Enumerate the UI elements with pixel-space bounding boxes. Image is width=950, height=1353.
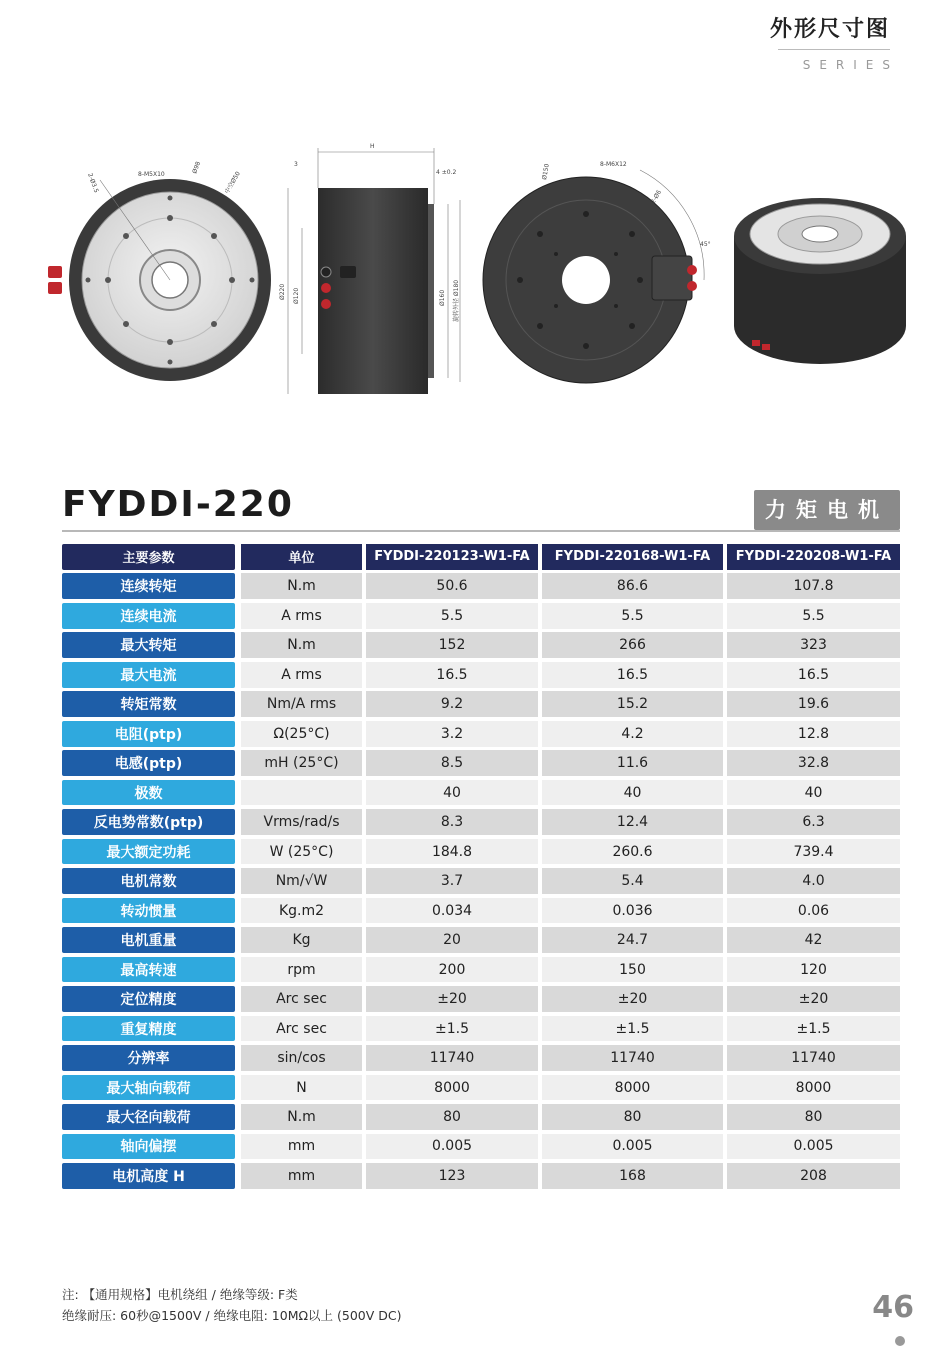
spec-table xyxy=(62,544,900,1193)
value-cell-model-1: 184.8 xyxy=(366,839,538,865)
param-cell: 重复精度 xyxy=(62,1016,235,1042)
unit-cell: Nm/√W xyxy=(241,868,362,894)
value-cell-model-2: 8000 xyxy=(542,1075,723,1101)
value-cell-model-1: 3.7 xyxy=(366,868,538,894)
value-cell-model-1: 200 xyxy=(366,957,538,983)
back-label-angle: 45° xyxy=(700,241,711,248)
value-cell-model-3: 0.06 xyxy=(727,898,900,924)
page-marker-icon xyxy=(895,1336,905,1346)
unit-cell: rpm xyxy=(241,957,362,983)
table-row xyxy=(62,1045,900,1071)
param-cell: 反电势常数(ptp) xyxy=(62,809,235,835)
param-cell: 最高转速 xyxy=(62,957,235,983)
table-row xyxy=(62,603,900,629)
unit-cell: Arc sec xyxy=(241,986,362,1012)
value-cell-model-3: 739.4 xyxy=(727,839,900,865)
value-cell-model-1: 0.034 xyxy=(366,898,538,924)
page-number: 46 xyxy=(872,1290,914,1325)
unit-cell: A rms xyxy=(241,662,362,688)
table-row xyxy=(62,986,900,1012)
value-cell-model-1: 0.005 xyxy=(366,1134,538,1160)
header-param: 主要参数 xyxy=(62,544,235,570)
value-cell-model-3: 208 xyxy=(727,1163,900,1189)
value-cell-model-2: 12.4 xyxy=(542,809,723,835)
value-cell-model-2: 5.5 xyxy=(542,603,723,629)
param-cell: 连续电流 xyxy=(62,603,235,629)
table-row xyxy=(62,1163,900,1189)
side-label-rotation-dia: 旋转外径 Ø180 xyxy=(453,279,460,322)
param-cell: 最大径向载荷 xyxy=(62,1104,235,1130)
table-row xyxy=(62,898,900,924)
table-row xyxy=(62,691,900,717)
header-unit: 单位 xyxy=(241,544,362,570)
value-cell-model-2: 16.5 xyxy=(542,662,723,688)
section-header xyxy=(760,12,899,72)
side-label-step: 3 xyxy=(294,161,298,168)
value-cell-model-2: ±1.5 xyxy=(542,1016,723,1042)
value-cell-model-2: 86.6 xyxy=(542,573,723,599)
value-cell-model-1: 11740 xyxy=(366,1045,538,1071)
value-cell-model-2: 5.4 xyxy=(542,868,723,894)
table-row xyxy=(62,957,900,983)
table-row xyxy=(62,1016,900,1042)
value-cell-model-1: 123 xyxy=(366,1163,538,1189)
note-line-1: 注: 【通用规格】电机绕组 / 绝缘等级: F类 xyxy=(62,1287,298,1302)
side-view xyxy=(279,143,460,394)
param-cell: 最大额定功耗 xyxy=(62,839,235,865)
value-cell-model-2: 150 xyxy=(542,957,723,983)
section-title: 外形尺寸图 xyxy=(769,17,890,42)
side-label-flange-dia: Ø160 xyxy=(439,289,446,306)
table-row xyxy=(62,839,900,865)
unit-cell: N.m xyxy=(241,573,362,599)
perspective-view xyxy=(734,198,906,364)
param-cell: 定位精度 xyxy=(62,986,235,1012)
value-cell-model-2: 266 xyxy=(542,632,723,658)
back-label-pcd: Ø150 xyxy=(541,163,551,181)
front-view xyxy=(48,161,271,381)
param-cell: 轴向偏摆 xyxy=(62,1134,235,1160)
value-cell-model-1: 50.6 xyxy=(366,573,538,599)
value-cell-model-3: 107.8 xyxy=(727,573,900,599)
heading-rule xyxy=(62,530,900,532)
unit-cell: N.m xyxy=(241,1104,362,1130)
dimension-drawings xyxy=(40,130,910,410)
value-cell-model-3: 5.5 xyxy=(727,603,900,629)
front-label-pcd: Ø98 xyxy=(191,160,203,175)
value-cell-model-1: 3.2 xyxy=(366,721,538,747)
unit-cell: Ω(25°C) xyxy=(241,721,362,747)
param-cell: 电感(ptp) xyxy=(62,750,235,776)
value-cell-model-2: 11740 xyxy=(542,1045,723,1071)
value-cell-model-3: 40 xyxy=(727,780,900,806)
unit-cell: Vrms/rad/s xyxy=(241,809,362,835)
param-cell: 最大转矩 xyxy=(62,632,235,658)
param-cell: 电机重量 xyxy=(62,927,235,953)
unit-cell: W (25°C) xyxy=(241,839,362,865)
value-cell-model-2: 168 xyxy=(542,1163,723,1189)
unit-cell: Arc sec xyxy=(241,1016,362,1042)
unit-cell: N.m xyxy=(241,632,362,658)
unit-cell xyxy=(241,780,362,806)
value-cell-model-3: 80 xyxy=(727,1104,900,1130)
header-model-2: FYDDI-220168-W1-FA xyxy=(542,544,723,570)
value-cell-model-1: 5.5 xyxy=(366,603,538,629)
value-cell-model-3: 16.5 xyxy=(727,662,900,688)
unit-cell: Kg xyxy=(241,927,362,953)
table-row xyxy=(62,927,900,953)
table-row xyxy=(62,1104,900,1130)
value-cell-model-2: 0.005 xyxy=(542,1134,723,1160)
value-cell-model-3: 11740 xyxy=(727,1045,900,1071)
value-cell-model-3: 32.8 xyxy=(727,750,900,776)
table-row xyxy=(62,809,900,835)
value-cell-model-2: 260.6 xyxy=(542,839,723,865)
back-label-pin: 2-Ø6 xyxy=(649,188,663,205)
value-cell-model-2: 24.7 xyxy=(542,927,723,953)
value-cell-model-3: ±1.5 xyxy=(727,1016,900,1042)
unit-cell: mm xyxy=(241,1163,362,1189)
value-cell-model-3: 120 xyxy=(727,957,900,983)
back-label-holes: 8-M6X12 xyxy=(600,161,627,168)
note-line-2: 绝缘耐压: 60秒@1500V / 绝缘电阻: 10MΩ以上 (500V DC) xyxy=(62,1308,402,1323)
header-model-3: FYDDI-220208-W1-FA xyxy=(727,544,900,570)
param-cell: 转动惯量 xyxy=(62,898,235,924)
value-cell-model-2: 40 xyxy=(542,780,723,806)
table-row xyxy=(62,868,900,894)
unit-cell: A rms xyxy=(241,603,362,629)
value-cell-model-1: 40 xyxy=(366,780,538,806)
value-cell-model-2: 0.036 xyxy=(542,898,723,924)
value-cell-model-3: 4.0 xyxy=(727,868,900,894)
table-row xyxy=(62,1075,900,1101)
value-cell-model-2: 80 xyxy=(542,1104,723,1130)
value-cell-model-1: 80 xyxy=(366,1104,538,1130)
value-cell-model-1: 152 xyxy=(366,632,538,658)
value-cell-model-2: ±20 xyxy=(542,986,723,1012)
section-subtitle: SERIES xyxy=(802,58,899,72)
table-row xyxy=(62,1134,900,1160)
side-label-outer-dia: Ø220 xyxy=(279,283,286,300)
unit-cell: mm xyxy=(241,1134,362,1160)
value-cell-model-1: ±1.5 xyxy=(366,1016,538,1042)
model-name: FYDDI-220 xyxy=(62,484,294,525)
param-cell: 最大电流 xyxy=(62,662,235,688)
param-cell: 转矩常数 xyxy=(62,691,235,717)
value-cell-model-3: 323 xyxy=(727,632,900,658)
param-cell: 电机常数 xyxy=(62,868,235,894)
table-row xyxy=(62,780,900,806)
unit-cell: mH (25°C) xyxy=(241,750,362,776)
param-cell: 极数 xyxy=(62,780,235,806)
front-label-pin: 2-Ø3.5 xyxy=(86,172,100,194)
category-badge: 力矩电机 xyxy=(754,490,900,530)
footnotes xyxy=(62,1284,402,1326)
value-cell-model-3: 12.8 xyxy=(727,721,900,747)
param-cell: 分辨率 xyxy=(62,1045,235,1071)
value-cell-model-1: 8.3 xyxy=(366,809,538,835)
param-cell: 电阻(ptp) xyxy=(62,721,235,747)
value-cell-model-2: 11.6 xyxy=(542,750,723,776)
table-row xyxy=(62,662,900,688)
value-cell-model-1: 16.5 xyxy=(366,662,538,688)
table-row xyxy=(62,573,900,599)
value-cell-model-3: 0.005 xyxy=(727,1134,900,1160)
value-cell-model-3: 6.3 xyxy=(727,809,900,835)
value-cell-model-1: 8.5 xyxy=(366,750,538,776)
value-cell-model-1: 8000 xyxy=(366,1075,538,1101)
param-cell: 电机高度 H xyxy=(62,1163,235,1189)
unit-cell: Nm/A rms xyxy=(241,691,362,717)
value-cell-model-2: 15.2 xyxy=(542,691,723,717)
back-view xyxy=(483,161,711,383)
table-row xyxy=(62,750,900,776)
param-cell: 最大轴向载荷 xyxy=(62,1075,235,1101)
value-cell-model-3: 19.6 xyxy=(727,691,900,717)
value-cell-model-1: 20 xyxy=(366,927,538,953)
value-cell-model-3: ±20 xyxy=(727,986,900,1012)
value-cell-model-2: 4.2 xyxy=(542,721,723,747)
table-row xyxy=(62,632,900,658)
front-label-hollow: 中空Ø50 xyxy=(223,170,242,195)
table-header-row xyxy=(62,544,900,570)
header-model-1: FYDDI-220123-W1-FA xyxy=(366,544,538,570)
side-label-inner-dia: Ø120 xyxy=(293,287,300,304)
value-cell-model-3: 8000 xyxy=(727,1075,900,1101)
param-cell: 连续转矩 xyxy=(62,573,235,599)
front-label-holes: 8-M5X10 xyxy=(138,171,165,178)
unit-cell: Kg.m2 xyxy=(241,898,362,924)
value-cell-model-3: 42 xyxy=(727,927,900,953)
table-row xyxy=(62,721,900,747)
table-body xyxy=(62,573,900,1188)
side-label-height: H xyxy=(370,143,375,150)
value-cell-model-1: ±20 xyxy=(366,986,538,1012)
header-divider xyxy=(778,49,890,50)
unit-cell: N xyxy=(241,1075,362,1101)
value-cell-model-1: 9.2 xyxy=(366,691,538,717)
unit-cell: sin/cos xyxy=(241,1045,362,1071)
side-label-tolerance: 4 ±0.2 xyxy=(436,169,457,176)
